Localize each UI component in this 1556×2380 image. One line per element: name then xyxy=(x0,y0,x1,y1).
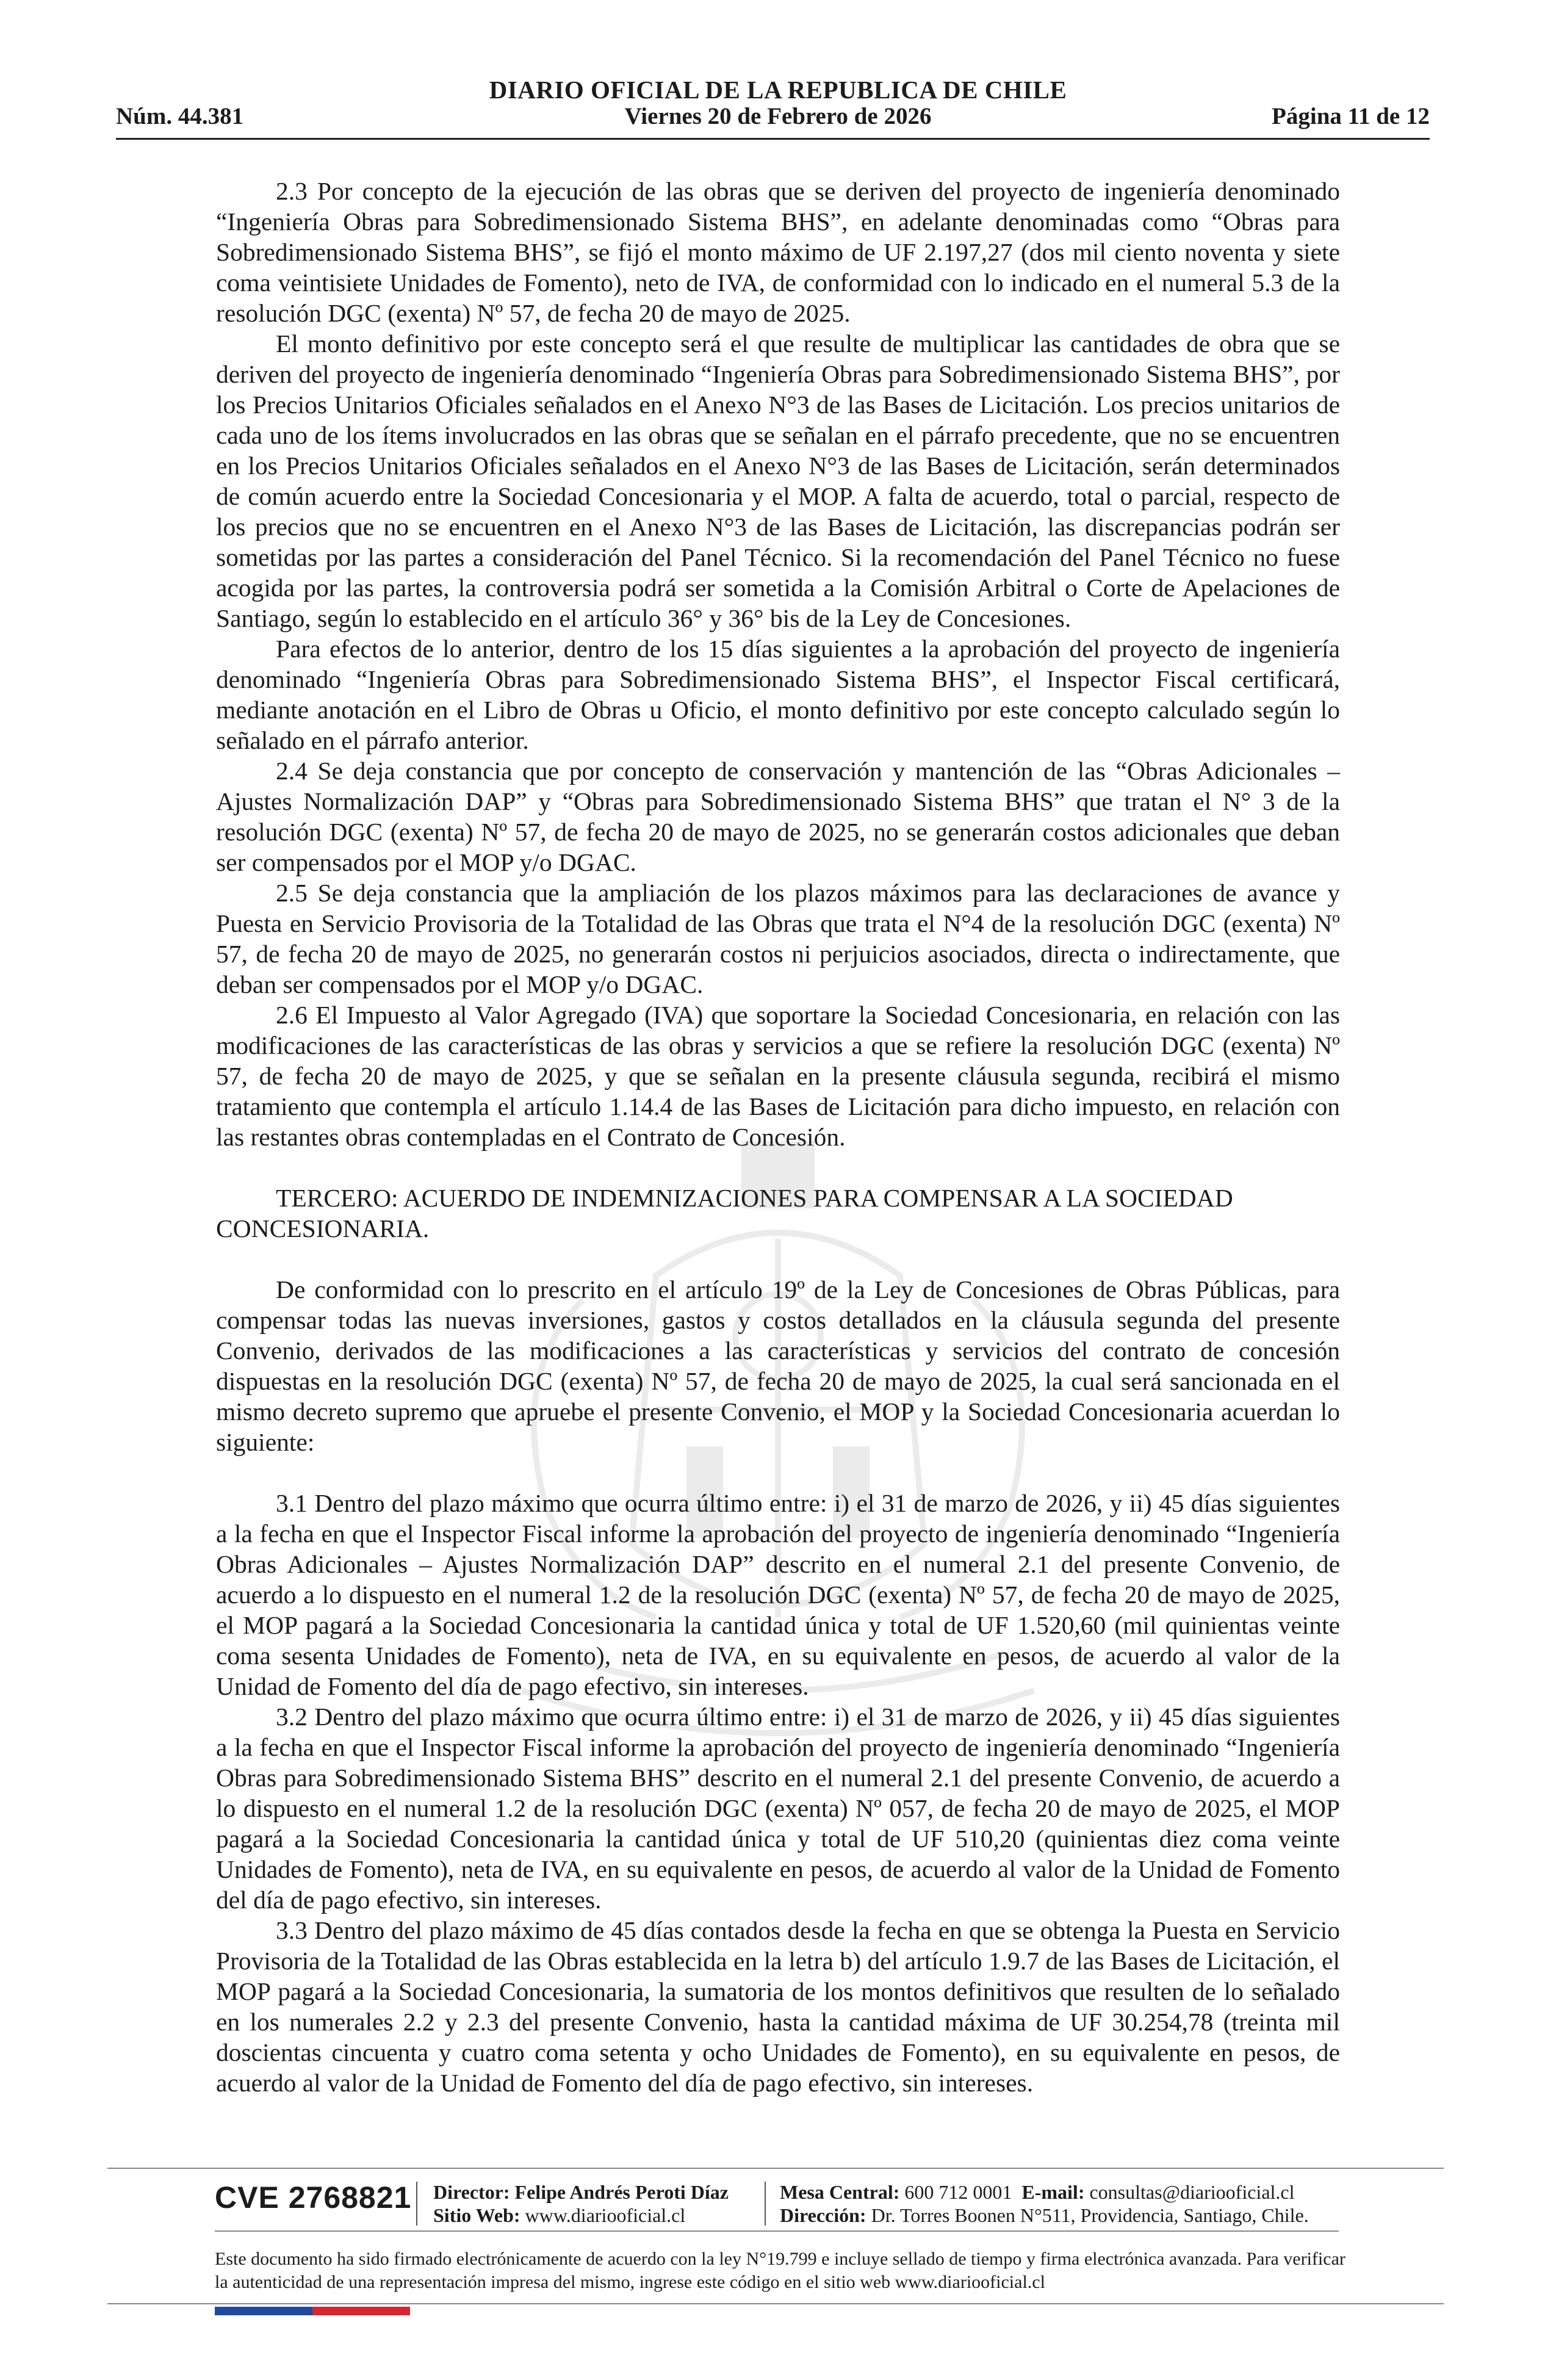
flag-stripe-red xyxy=(312,2307,410,2315)
section-heading-tercero: TERCERO: ACUERDO DE INDEMNIZACIONES PARA COMPENSAR A LA SOCIEDAD CONCESIONARIA. xyxy=(216,1184,1233,1242)
phone-value: 600 712 0001 xyxy=(904,2181,1012,2203)
director-label: Director: xyxy=(433,2181,510,2203)
address-label: Dirección: xyxy=(780,2204,866,2226)
signature-disclaimer: Este documento ha sido firmado electrónicamente de acuerdo con la ley N°19.799 e incluye sellado de tiempo y firma electrónica avanzada. Para verificar la autenticidad de una representación impresa del mismo, ingrese este código en el sitio web www.diariooficial.cl xyxy=(215,2249,1345,2292)
address-value: Dr. Torres Boonen N°511, Providencia, Santiago, Chile. xyxy=(871,2204,1309,2226)
footer-director-block xyxy=(433,2180,729,2227)
paragraph-2-3: 2.3 Por concepto de la ejecución de las obras que se deriven del proyecto de ingeniería denominado “Ingeniería Obras para Sobredimensionado Sistema BHS”, en adelante denominadas como “Obras para Sobredimensionado Sistema BHS”, se fijó el monto máximo de UF 2.197,27 (dos mil ciento noventa y siete coma veintisiete Unidades de Fomento), neto de IVA, de conformidad con lo indicado en el numeral 5.3 de la resolución DGC (exenta) Nº 57, de fecha 20 de mayo de 2025. xyxy=(216,177,1340,327)
phone-label: Mesa Central: xyxy=(780,2181,900,2203)
paragraph-3-2: 3.2 Dentro del plazo máximo que ocurra último entre: i) el 31 de marzo de 2026, y ii) 45 días siguientes a la fecha en que el Inspector Fiscal informe la aprobación del proyecto de ingeniería denominado “Ingeniería Obras para Sobredimensionado Sistema BHS” descrito en el numeral 2.1 del presente Convenio, de acuerdo a lo dispuesto en el numeral 1.2 de la resolución DGC (exenta) Nº 057, de fecha 20 de mayo de 2025, el MOP pagará a la Sociedad Concesionaria la cantidad única y total de UF 510,20 (quinientas diez coma veinte Unidades de Fomento), neta de IVA, en su equivalente en pesos, de acuerdo al valor de la Unidad de Fomento del día de pago efectivo, sin intereses. xyxy=(216,1703,1340,1914)
email-link[interactable]: consultas@diariooficial.cl xyxy=(1089,2181,1295,2203)
director-name: Felipe Andrés Peroti Díaz xyxy=(514,2181,729,2203)
issue-date: Viernes 20 de Febrero de 2026 xyxy=(624,103,932,129)
paragraph-monto-definitivo: El monto definitivo por este concepto será el que resulte de multiplicar las cantidades de obra que se deriven del proyecto de ingeniería denominado “Ingeniería Obras para Sobredimensionado Sistema BHS”, por los Precios Unitarios Oficiales señalados en el Anexo N°3 de las Bases de Licitación. Los precios unitarios de cada uno de los ítems involucrados en las obras que se señalan en el párrafo precedente, que no se encuentren en los Precios Unitarios Oficiales señalados en el Anexo N°3 de las Bases de Licitación, serán determinados de común acuerdo entre la Sociedad Concesionaria y el MOP. A falta de acuerdo, total o parcial, respecto de los precios que no se encuentren en el Anexo N°3 de las Bases de Licitación, las discrepancias podrán ser sometidas por las partes a consideración del Panel Técnico. Si la recomendación del Panel Técnico no fuese acogida por las partes, la controversia podrá ser sometida a la Comisión Arbitral o Corte de Apelaciones de Santiago, según lo establecido en el artículo 36° y 36° bis de la Ley de Concesiones. xyxy=(216,330,1340,632)
paragraph-2-4: 2.4 Se deja constancia que por concepto de conservación y mantención de las “Obras Adicionales – Ajustes Normalización DAP” y “Obras para Sobredimensionado Sistema BHS” que tratan el N° 3 de la resolución DGC (exenta) Nº 57, de fecha 20 de mayo de 2025, no se generarán costos adicionales que deban ser compensados por el MOP y/o DGAC. xyxy=(216,757,1340,876)
paragraph-2-6: 2.6 El Impuesto al Valor Agregado (IVA) que soportare la Sociedad Concesionaria, en relación con las modificaciones de las características de las obras y servicios a que se refiere la resolución DGC (exenta) Nº 57, de fecha 20 de mayo de 2025, y que se señalan en la presente cláusula segunda, recibirá el mismo tratamiento que contempla el artículo 1.14.4 de las Bases de Licitación para dicho impuesto, en relación con las restantes obras contempladas en el Contrato de Concesión. xyxy=(216,1001,1340,1151)
footer-contact-block xyxy=(780,2180,1309,2227)
header-divider xyxy=(116,138,1430,140)
newspaper-title: DIARIO OFICIAL DE LA REPUBLICA DE CHILE xyxy=(489,76,1067,104)
paragraph-efectos: Para efectos de lo anterior, dentro de los 15 días siguientes a la aprobación del proyecto de ingeniería denominado “Ingeniería Obras para Sobredimensionado Sistema BHS”, el Inspector Fiscal certificará, mediante anotación en el Libro de Obras u Oficio, el monto definitivo por este concepto calculado según lo señalado en el párrafo anterior. xyxy=(216,635,1340,754)
paragraph-2-5: 2.5 Se deja constancia que la ampliación de los plazos máximos para las declaraciones de avance y Puesta en Servicio Provisoria de la Totalidad de las Obras que trata el N°4 de la resolución DGC (exenta) Nº 57, de fecha 20 de mayo de 2025, no generarán costos ni perjuicios asociados, directa o indirectamente, que deban ser compensados por el MOP y/o DGAC. xyxy=(216,879,1340,998)
paragraph-3-3: 3.3 Dentro del plazo máximo de 45 días contados desde la fecha en que se obtenga la Puesta en Servicio Provisoria de la Totalidad de las Obras establecida en la letra b) del artículo 1.9.7 de las Bases de Licitación, el MOP pagará a la Sociedad Concesionaria, la sumatoria de los montos definitivos que resulten de lo señalado en los numerales 2.2 y 2.3 del presente Convenio, hasta la cantidad máxima de UF 30.254,78 (treinta mil doscientas cincuenta y cuatro coma setenta y ocho Unidades de Fomento), en su equivalente en pesos, de acuerdo al valor de la Unidad de Fomento del día de pago efectivo, sin intereses. xyxy=(216,1916,1340,2097)
cve-code: CVE 2768821 xyxy=(215,2180,412,2215)
email-label: E-mail: xyxy=(1021,2181,1085,2203)
page-indicator: Página 11 de 12 xyxy=(1272,103,1430,129)
footer-divider-bottom xyxy=(107,2303,1444,2304)
document-body xyxy=(216,176,1340,2098)
footer-divider-middle xyxy=(215,2230,1339,2232)
footer-separator xyxy=(416,2182,417,2226)
paragraph-intro-tercero: De conformidad con lo prescrito en el artículo 19º de la Ley de Concesiones de Obras Públicas, para compensar todas las nuevas inversiones, gastos y costos detallados en la cláusula segunda del presente Convenio, derivados de las modificaciones a las características y servicios del contrato de concesión dispuestas en la resolución DGC (exenta) Nº 57, de fecha 20 de mayo de 2025, la cual será sancionada en el mismo decreto supremo que apruebe el presente Convenio, el MOP y la Sociedad Concesionaria acuerdan lo siguiente: xyxy=(216,1275,1340,1456)
site-link[interactable]: www.diariooficial.cl xyxy=(525,2204,686,2226)
footer-separator xyxy=(765,2182,766,2226)
issue-number: Núm. 44.381 xyxy=(116,103,244,129)
footer-divider-top xyxy=(107,2168,1444,2169)
site-label: Sitio Web: xyxy=(433,2204,520,2226)
flag-stripe-blue xyxy=(215,2307,312,2315)
paragraph-3-1: 3.1 Dentro del plazo máximo que ocurra último entre: i) el 31 de marzo de 2026, y ii) 45 días siguientes a la fecha en que el Inspector Fiscal informe la aprobación del proyecto de ingeniería denominado “Ingeniería Obras Adicionales – Ajustes Normalización DAP” descrito en el numeral 2.1 del presente Convenio, de acuerdo a lo dispuesto en el numeral 1.2 de la resolución DGC (exenta) Nº 57, de fecha 20 de mayo de 2025, el MOP pagará a la Sociedad Concesionaria la cantidad única y total de UF 1.520,60 (mil quinientas veinte coma sesenta Unidades de Fomento), neta de IVA, en su equivalente en pesos, de acuerdo al valor de la Unidad de Fomento del día de pago efectivo, sin intereses. xyxy=(216,1489,1340,1700)
